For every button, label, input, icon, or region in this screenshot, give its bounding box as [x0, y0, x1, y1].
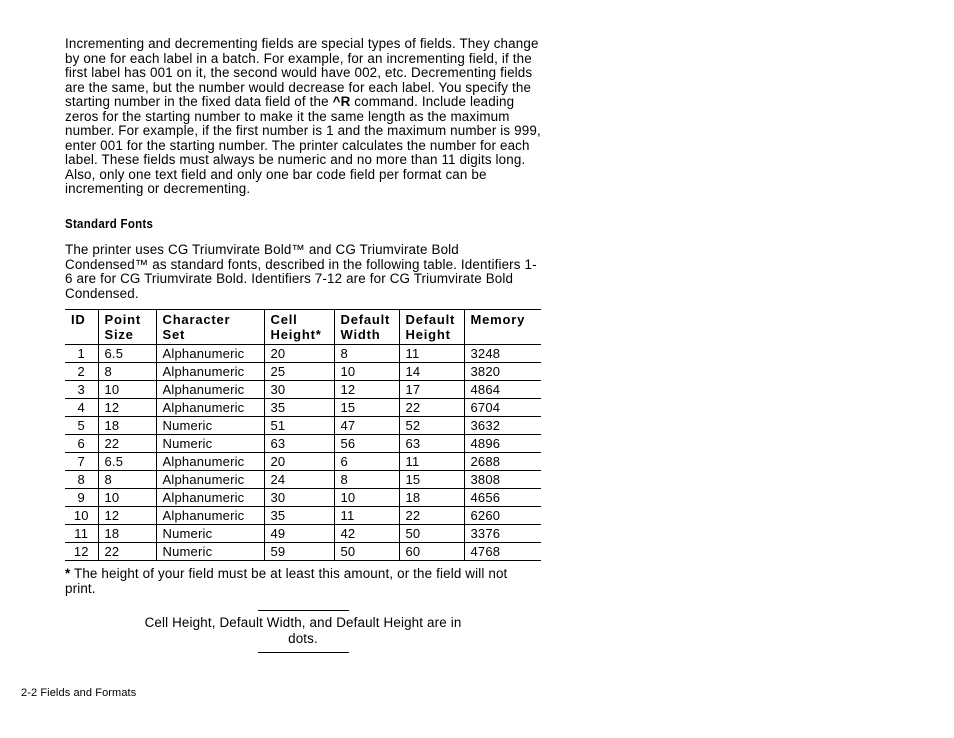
- column-header-line2: Height*: [270, 327, 322, 342]
- table-cell: 63: [264, 435, 334, 453]
- table-cell: 4896: [464, 435, 541, 453]
- column-header-line1: Character: [162, 312, 231, 327]
- column-header-line2: Set: [162, 327, 186, 342]
- table-row: [65, 399, 541, 417]
- table-cell: 25: [264, 363, 334, 381]
- table-cell: 12: [98, 399, 156, 417]
- table-cell: 20: [264, 453, 334, 471]
- fonts-table: [65, 309, 541, 561]
- table-cell: 3820: [464, 363, 541, 381]
- table-cell: 15: [399, 471, 464, 489]
- table-cell: 12: [98, 507, 156, 525]
- units-note: Cell Height, Default Width, and Default Height are in dots.: [144, 615, 462, 646]
- column-header: [98, 310, 156, 345]
- table-cell: 49: [264, 525, 334, 543]
- table-cell: 12: [334, 381, 399, 399]
- table-cell: 4: [65, 399, 98, 417]
- table-cell: 14: [399, 363, 464, 381]
- table-cell: 3: [65, 381, 98, 399]
- table-cell: 3632: [464, 417, 541, 435]
- table-cell: 8: [65, 471, 98, 489]
- command-code: ^R: [332, 94, 351, 109]
- table-row: [65, 525, 541, 543]
- table-cell: Alphanumeric: [156, 345, 264, 363]
- table-cell: Alphanumeric: [156, 471, 264, 489]
- table-cell: 30: [264, 489, 334, 507]
- table-cell: Alphanumeric: [156, 363, 264, 381]
- table-cell: 51: [264, 417, 334, 435]
- table-cell: 11: [65, 525, 98, 543]
- table-row: [65, 417, 541, 435]
- table-cell: Alphanumeric: [156, 381, 264, 399]
- table-cell: 50: [399, 525, 464, 543]
- column-header: [399, 310, 464, 345]
- column-header: [65, 310, 98, 345]
- table-row: [65, 471, 541, 489]
- table-cell: 6.5: [98, 453, 156, 471]
- table-cell: 8: [334, 471, 399, 489]
- table-cell: 10: [98, 489, 156, 507]
- table-cell: 22: [399, 399, 464, 417]
- table-cell: 11: [334, 507, 399, 525]
- table-cell: Numeric: [156, 543, 264, 561]
- table-cell: 42: [334, 525, 399, 543]
- table-cell: 10: [334, 363, 399, 381]
- table-cell: 18: [98, 525, 156, 543]
- column-header-line2: Height: [405, 327, 451, 342]
- intro-paragraph: [65, 37, 541, 197]
- column-header: [334, 310, 399, 345]
- table-cell: 15: [334, 399, 399, 417]
- intro-text-after: command. Include leading zeros for the starting number to make it the same length as the maximum number. For example, if the first number is 1 and the maximum number is 999, enter 001 for the starting number. The printer calculates the number for each label. These fields must always be numeric and no more than 11 digits long. Also, only one text field and only one bar code field per format can be incrementing or decrementing.: [65, 94, 541, 196]
- table-row: [65, 435, 541, 453]
- table-cell: 3376: [464, 525, 541, 543]
- note-rule-bottom: [258, 652, 349, 653]
- footnote: [65, 567, 541, 596]
- table-cell: 6: [65, 435, 98, 453]
- column-header-line1: Point: [104, 312, 141, 327]
- table-cell: 30: [264, 381, 334, 399]
- column-header-line2: Size: [104, 327, 134, 342]
- table-cell: Alphanumeric: [156, 453, 264, 471]
- table-cell: 11: [399, 345, 464, 363]
- table-cell: 52: [399, 417, 464, 435]
- table-cell: Alphanumeric: [156, 399, 264, 417]
- table-cell: 59: [264, 543, 334, 561]
- column-header-line1: Default: [340, 312, 391, 327]
- table-cell: 56: [334, 435, 399, 453]
- section-heading: Standard Fonts: [65, 217, 154, 231]
- table-row: [65, 507, 541, 525]
- note-rule-top: [258, 610, 349, 611]
- table-cell: 10: [334, 489, 399, 507]
- table-cell: 35: [264, 399, 334, 417]
- table-cell: 4656: [464, 489, 541, 507]
- table-cell: 8: [98, 471, 156, 489]
- table-cell: 8: [98, 363, 156, 381]
- table-cell: 6704: [464, 399, 541, 417]
- table-row: [65, 453, 541, 471]
- table-cell: 6260: [464, 507, 541, 525]
- table-cell: 9: [65, 489, 98, 507]
- table-cell: 50: [334, 543, 399, 561]
- table-cell: Numeric: [156, 435, 264, 453]
- table-cell: 20: [264, 345, 334, 363]
- table-cell: 4768: [464, 543, 541, 561]
- table-cell: 3248: [464, 345, 541, 363]
- table-cell: 63: [399, 435, 464, 453]
- table-cell: 10: [65, 507, 98, 525]
- table-header-row: [65, 310, 541, 345]
- table-cell: 47: [334, 417, 399, 435]
- table-cell: 35: [264, 507, 334, 525]
- table-cell: 6: [334, 453, 399, 471]
- column-header: [156, 310, 264, 345]
- table-cell: 8: [334, 345, 399, 363]
- table-cell: 22: [399, 507, 464, 525]
- table-cell: 12: [65, 543, 98, 561]
- column-header-line1: Default: [405, 312, 456, 327]
- table-cell: 2688: [464, 453, 541, 471]
- table-cell: 2: [65, 363, 98, 381]
- table-cell: 17: [399, 381, 464, 399]
- table-cell: Alphanumeric: [156, 489, 264, 507]
- table-cell: Numeric: [156, 417, 264, 435]
- table-cell: 1: [65, 345, 98, 363]
- table-body: [65, 345, 541, 561]
- table-cell: 18: [399, 489, 464, 507]
- page-footer: 2-2 Fields and Formats: [21, 687, 137, 699]
- table-cell: 4864: [464, 381, 541, 399]
- table-cell: Alphanumeric: [156, 507, 264, 525]
- table-cell: 3808: [464, 471, 541, 489]
- column-header-line2: Width: [340, 327, 381, 342]
- table-cell: 18: [98, 417, 156, 435]
- column-header: [264, 310, 334, 345]
- table-cell: 7: [65, 453, 98, 471]
- table-cell: 6.5: [98, 345, 156, 363]
- table-cell: 60: [399, 543, 464, 561]
- footnote-marker: *: [65, 566, 71, 581]
- fonts-paragraph: The printer uses CG Triumvirate Bold™ and CG Triumvirate Bold Condensed™ as standard fonts, described in the following table. Identifiers 1-6 are for CG Triumvirate Bold. Identifiers 7-12 are for CG Triumvirate Bold Condensed.: [65, 242, 537, 301]
- table-row: [65, 345, 541, 363]
- table-cell: 22: [98, 543, 156, 561]
- table-cell: 10: [98, 381, 156, 399]
- column-header-line1: Memory: [470, 312, 526, 327]
- table-cell: 11: [399, 453, 464, 471]
- intro-text-before: Incrementing and decrementing fields are special types of fields. They change by one for each label in a batch. For example, for an incrementing field, if the first label has 001 on it, the second would have 002, etc. Decrementing fields are the same, but the number would decrease for each label. You specify the starting number in the fixed data field of the: [65, 36, 539, 109]
- table-cell: 24: [264, 471, 334, 489]
- table-cell: Numeric: [156, 525, 264, 543]
- table-row: [65, 543, 541, 561]
- column-header-line1: ID: [71, 312, 86, 327]
- table-row: [65, 363, 541, 381]
- footnote-text: The height of your field must be at least this amount, or the field will not print.: [65, 566, 508, 596]
- column-header-line1: Cell: [270, 312, 298, 327]
- table-cell: 5: [65, 417, 98, 435]
- table-row: [65, 381, 541, 399]
- column-header: [464, 310, 541, 345]
- table-row: [65, 489, 541, 507]
- table-header: [65, 310, 541, 345]
- table-cell: 22: [98, 435, 156, 453]
